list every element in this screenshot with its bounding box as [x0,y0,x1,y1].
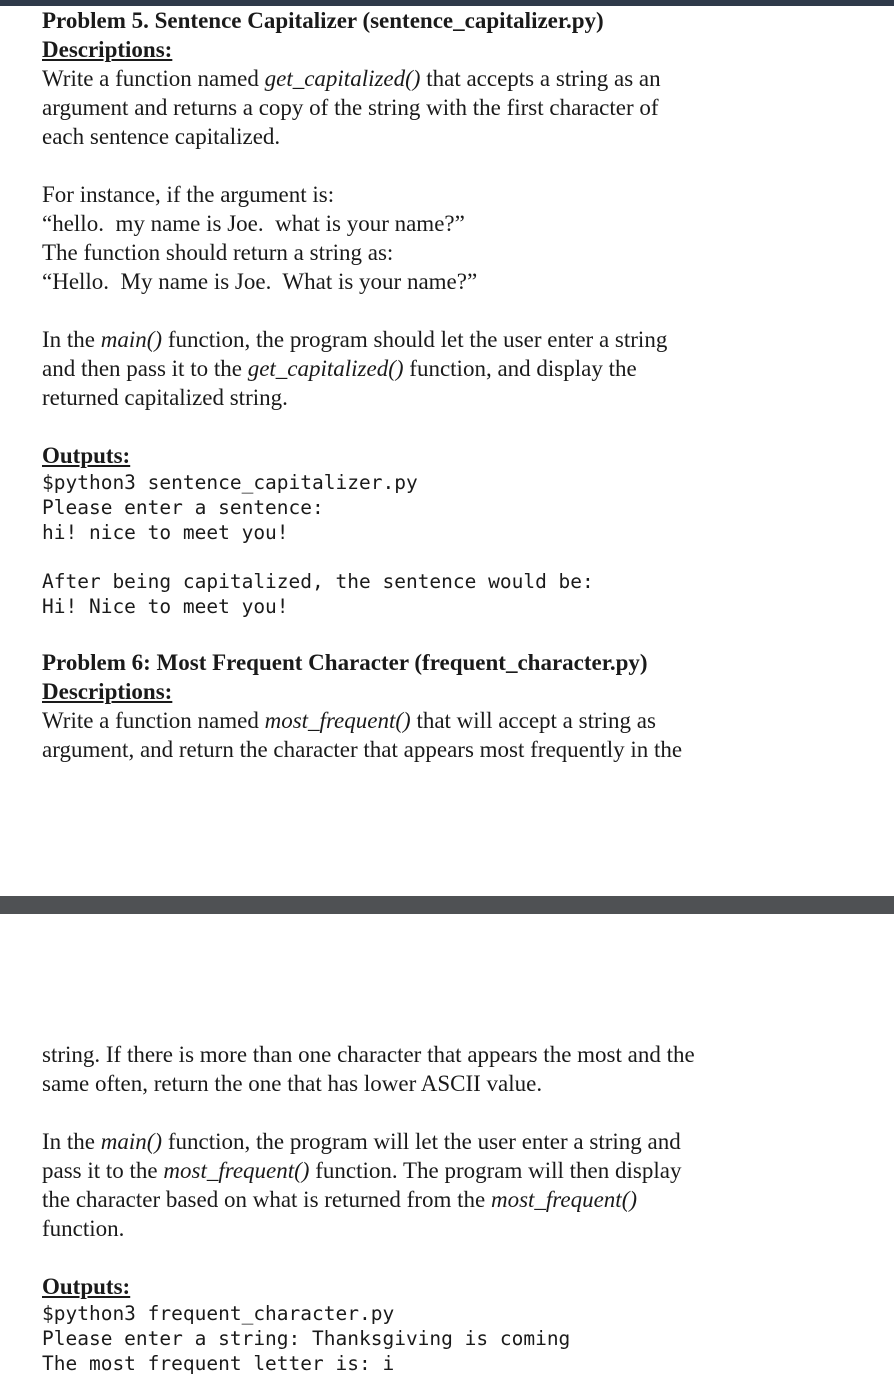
problem6-main-line2: pass it to the most_frequent() function. The program will then display [42,1158,682,1183]
problem5-desc-line2: argument and returns a copy of the string with the first character of [42,95,659,120]
problem5-descriptions-heading: Descriptions: [42,37,173,62]
problem6-output-line1: $python3 frequent_character.py [42,1302,395,1325]
problem5-instance-line4: “Hello. My name is Joe. What is your name?” [42,269,478,294]
page-2 [42,1040,862,1376]
page-1 [42,6,862,764]
problem6-output-line2: Please enter a string: Thanksgiving is coming [42,1327,571,1350]
problem6-main-line1: In the main() function, the program will let the user enter a string and [42,1129,681,1154]
problem5-output-line5: Hi! Nice to meet you! [42,595,289,618]
problem6-main-line3: the character based on what is returned from the most_frequent() [42,1187,638,1212]
problem5-desc-line1: Write a function named get_capitalized() that accepts a string as an [42,66,661,91]
page-divider [0,896,894,914]
problem5-main-line3: returned capitalized string. [42,385,288,410]
problem6-desc-line2: argument, and return the character that appears most frequently in the [42,737,683,762]
problem5-outputs-heading: Outputs: [42,443,131,468]
problem5-title: Problem 5. Sentence Capitalizer (sentence_capitalizer.py) [42,8,604,33]
problem5-output-line4: After being capitalized, the sentence would be: [42,570,594,593]
problem6-desc-line4: same often, return the one that has lower ASCII value. [42,1071,543,1096]
problem5-main-line2: and then pass it to the get_capitalized() function, and display the [42,356,637,381]
problem5-output-line3: hi! nice to meet you! [42,521,289,544]
problem6-main-line4: function. [42,1216,125,1241]
fn-most-frequent: most_frequent() [264,708,411,733]
problem6-title: Problem 6: Most Frequent Character (frequent_character.py) [42,650,648,675]
problem6-output-line3: The most frequent letter is: i [42,1352,395,1375]
problem5-instance-line3: The function should return a string as: [42,240,394,265]
problem5-instance-line2: “hello. my name is Joe. what is your name?” [42,211,465,236]
problem5-output-line1: $python3 sentence_capitalizer.py [42,471,418,494]
problem6-desc-line1: Write a function named most_frequent() that will accept a string as [42,708,656,733]
fn-get-capitalized: get_capitalized() [264,66,421,91]
problem5-output-line2: Please enter a sentence: [42,496,324,519]
problem6-outputs-heading: Outputs: [42,1274,131,1299]
problem6-descriptions-heading: Descriptions: [42,679,173,704]
problem6-desc-line3: string. If there is more than one character that appears the most and the [42,1042,695,1067]
problem5-main-line1: In the main() function, the program should let the user enter a string [42,327,668,352]
problem5-desc-line3: each sentence capitalized. [42,124,281,149]
problem5-instance-line1: For instance, if the argument is: [42,182,335,207]
